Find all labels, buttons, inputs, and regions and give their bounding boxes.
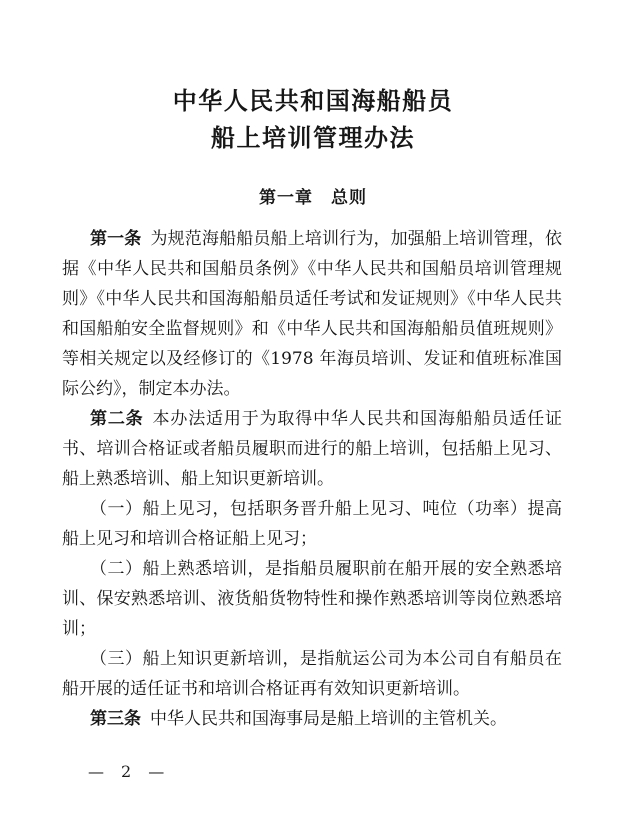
article-text: 中华人民共和国海事局是船上培训的主管机关。: [150, 709, 507, 729]
page-footer: [88, 762, 164, 781]
article-text: （二）船上熟悉培训，是指船员履职前在船开展的安全熟悉培训、保安熟悉培训、液货船货物特性和操作熟悉培训等岗位熟悉培训；: [62, 559, 562, 639]
article-paragraph-1: [62, 224, 562, 404]
document-body: [0, 224, 626, 734]
article-text: 本办法适用于为取得中华人民共和国海船船员适任证书、培训合格证或者船员履职而进行的船上培训，包括船上见习、船上熟悉培训、船上知识更新培训。: [62, 409, 563, 489]
title-line-1: 中华人民共和国海船船员: [172, 86, 454, 115]
article-subitem-1: [62, 494, 562, 554]
footer-left-dash: —: [88, 762, 104, 781]
article-number: 第三条: [90, 709, 141, 729]
article-text: 为规范海船船员船上培训行为，加强船上培训管理，依据《中华人民共和国船员条例》《中华人民共和国船员培训管理规则》《中华人民共和国海船船员适任考试和发证规则》《中华人民共和国船舶安全监督规则》和《中华人民共和国海船船员值班规则》等相关规定以及经修订的《1978 年海员培训、发证和值班标准国际公约》，制定本办法。: [62, 229, 563, 399]
article-number: 第一条: [90, 229, 142, 249]
article-text: （一）船上见习，包括职务晋升船上见习、吨位（功率）提高船上见习和培训合格证船上见习；: [62, 499, 562, 549]
article-paragraph-2: [62, 404, 562, 494]
article-paragraph-3: [62, 704, 562, 734]
article-subitem-2: [62, 554, 562, 644]
document-title: [0, 82, 626, 156]
page-number: 2: [121, 762, 132, 781]
article-number: 第二条: [90, 409, 144, 429]
title-line-2: 船上培训管理办法: [211, 123, 415, 152]
article-text: （三）船上知识更新培训，是指航运公司为本公司自有船员在船开展的适任证书和培训合格证再有效知识更新培训。: [62, 649, 562, 699]
chapter-heading: 第一章 总则: [259, 188, 367, 208]
article-subitem-3: [62, 644, 562, 704]
footer-right-dash: —: [148, 762, 165, 781]
